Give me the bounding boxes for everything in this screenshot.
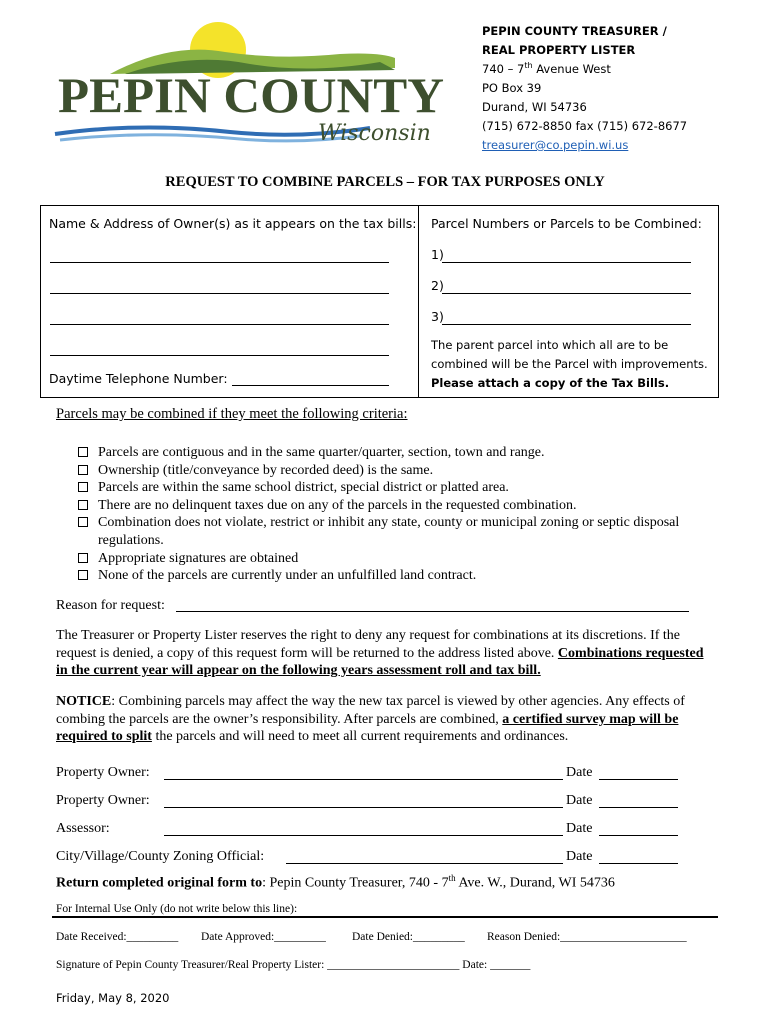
criteria-item[interactable]: Appropriate signatures are obtained	[78, 550, 698, 568]
footer-date: Friday, May 8, 2020	[56, 991, 170, 1005]
phone-label: Daytime Telephone Number:	[49, 371, 228, 386]
zoning-date-label: Date	[566, 849, 593, 864]
parcel-2-field[interactable]	[442, 293, 691, 294]
criteria-item[interactable]: There are no delinquent taxes due on any of the parcels in the requested combination.	[78, 497, 698, 515]
parent-parcel-note: The parent parcel into which all are to be combined will be the Parcel with improvements. Please attach a copy of the Tax Bills.	[431, 338, 708, 390]
phone-field[interactable]	[232, 385, 389, 386]
criteria-item[interactable]: Parcels are contiguous and in the same quarter/quarter, section, town and range.	[78, 444, 698, 462]
owner2-signature-field[interactable]	[164, 807, 563, 808]
logo-state: Wisconsin	[318, 121, 431, 146]
parcel-2-label: 2)	[431, 278, 444, 293]
contact-email-link[interactable]: treasurer@co.pepin.wi.us	[482, 138, 629, 152]
zoning-label: City/Village/County Zoning Official:	[56, 849, 265, 864]
criteria-item[interactable]: Combination does not violate, restrict or inhibit any state, county or municipal zoning or septic disposal regulations.	[78, 514, 698, 549]
reason-denied-field[interactable]: Reason Denied:______________________	[487, 931, 687, 943]
criteria-item[interactable]: None of the parcels are currently under an unfulfilled land contract.	[78, 567, 698, 585]
contact-address: 740 – 7th Avenue West	[482, 61, 611, 76]
parcel-3-field[interactable]	[442, 324, 691, 325]
assessor-signature-field[interactable]	[164, 835, 563, 836]
logo-graphic	[50, 12, 450, 152]
logo-name: PEPIN COUNTY	[58, 67, 444, 123]
criteria-item[interactable]: Parcels are within the same school district, special district or platted area.	[78, 479, 698, 497]
criteria-item[interactable]: Ownership (title/conveyance by recorded deed) is the same.	[78, 462, 698, 480]
owner2-date-field[interactable]	[599, 807, 678, 808]
checkbox-icon[interactable]	[78, 553, 88, 563]
date-denied-field[interactable]: Date Denied:_________	[352, 931, 465, 943]
reason-field[interactable]	[176, 611, 689, 612]
date-approved-field[interactable]: Date Approved:_________	[201, 931, 326, 943]
assessor-label: Assessor:	[56, 821, 110, 836]
owner-line-4[interactable]	[50, 355, 389, 356]
assessor-date-field[interactable]	[599, 835, 678, 836]
treasurer-signature-line[interactable]: Signature of Pepin County Treasurer/Real Property Lister: _______________________ Date: _______	[56, 959, 531, 971]
owner2-label: Property Owner:	[56, 793, 150, 808]
return-instructions: Return completed original form to: Pepin County Treasurer, 740 - 7th Ave. W., Durand, WI 54736	[56, 873, 615, 891]
criteria-title: Parcels may be combined if they meet the following criteria:	[56, 406, 408, 422]
zoning-signature-field[interactable]	[286, 863, 563, 864]
contact-city: Durand, WI 54736	[482, 100, 587, 114]
form-title: REQUEST TO COMBINE PARCELS – FOR TAX PURPOSES ONLY	[165, 174, 605, 190]
owner-line-3[interactable]	[50, 324, 389, 325]
checkbox-icon[interactable]	[78, 500, 88, 510]
contact-phone: (715) 672-8850 fax (715) 672-8677	[482, 119, 688, 133]
owner-line-2[interactable]	[50, 293, 389, 294]
owner1-label: Property Owner:	[56, 765, 150, 780]
parcel-label: Parcel Numbers or Parcels to be Combined:	[431, 216, 702, 231]
parcel-1-label: 1)	[431, 247, 444, 262]
contact-line2: REAL PROPERTY LISTER	[482, 43, 636, 57]
contact-block	[482, 22, 687, 155]
checkbox-icon[interactable]	[78, 447, 88, 457]
checkbox-icon[interactable]	[78, 482, 88, 492]
checkbox-icon[interactable]	[78, 517, 88, 527]
date-received-field[interactable]: Date Received:_________	[56, 931, 179, 943]
owner-line-1[interactable]	[50, 262, 389, 263]
checkbox-icon[interactable]	[78, 570, 88, 580]
contact-pobox: PO Box 39	[482, 81, 542, 95]
owner1-date-label: Date	[566, 765, 593, 780]
owner-label: Name & Address of Owner(s) as it appears on the tax bills:	[49, 216, 417, 231]
reason-label: Reason for request:	[56, 598, 165, 613]
criteria-list	[78, 444, 698, 585]
owner-parcel-box	[40, 205, 719, 398]
treasurer-paragraph: The Treasurer or Property Lister reserves the right to deny any request for combinations at its discretions. If the request is denied, a copy of this request form will be returned to the address listed above. Combinations requested in the current year will appear on the following years assessment roll and tax bill.	[56, 628, 704, 678]
owner2-date-label: Date	[566, 793, 593, 808]
box-divider	[418, 206, 419, 397]
owner1-signature-field[interactable]	[164, 779, 563, 780]
assessor-date-label: Date	[566, 821, 593, 836]
county-logo	[50, 12, 450, 152]
parcel-3-label: 3)	[431, 309, 444, 324]
contact-line1: PEPIN COUNTY TREASURER /	[482, 24, 667, 38]
internal-use-header: For Internal Use Only (do not write below this line):	[56, 903, 298, 915]
internal-use-rule	[52, 916, 718, 918]
notice-paragraph: NOTICE: Combining parcels may affect the way the new tax parcel is viewed by other agencies. Any effects of combing the parcels are the owner’s responsibility. After parcels are combined, a certified survey map will be required to split the parcels and will need to meet all current requirements and ordinances.	[56, 694, 685, 744]
owner1-date-field[interactable]	[599, 779, 678, 780]
parcel-1-field[interactable]	[442, 262, 691, 263]
checkbox-icon[interactable]	[78, 465, 88, 475]
zoning-date-field[interactable]	[599, 863, 678, 864]
